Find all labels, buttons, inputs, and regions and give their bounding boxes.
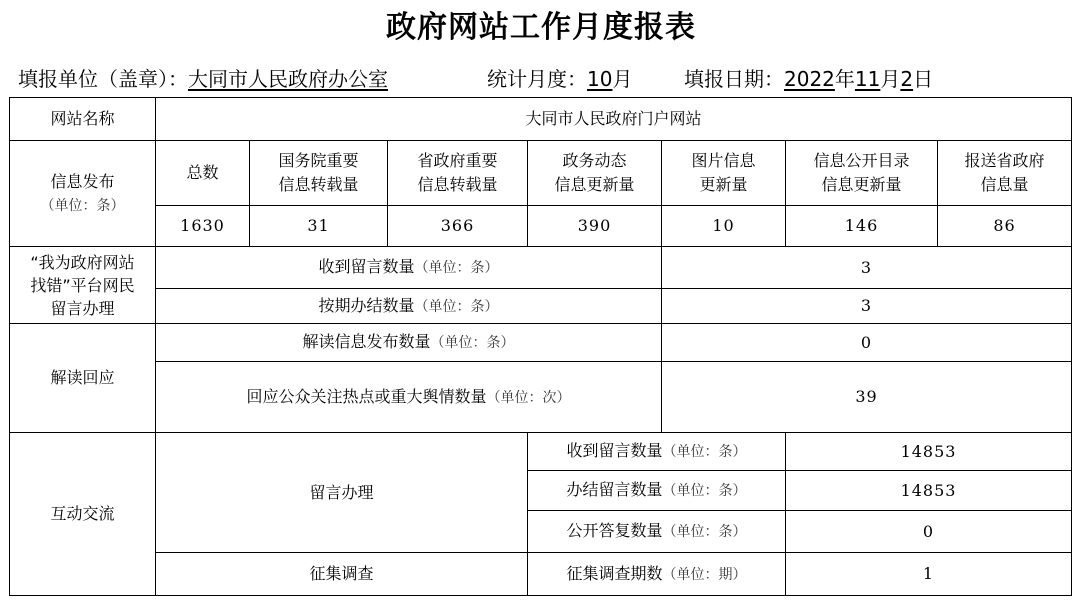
report-meta-line	[0, 62, 1082, 96]
error-report-label: “我为政府网站 找错”平台网民 留言办理	[10, 247, 156, 324]
message-done-value: 14853	[786, 471, 1072, 511]
interpretation-row-2	[10, 362, 1072, 433]
error-report-done-label: 按期办结数量	[318, 295, 415, 315]
survey-periods-value: 1	[786, 553, 1072, 596]
error-report-received-unit: （单位：条）	[414, 260, 499, 276]
message-public-reply-unit: （单位：条）	[662, 524, 747, 540]
message-public-reply-label: 公开答复数量	[566, 521, 663, 540]
info-header-province: 省政府重要 信息转载量	[388, 141, 528, 206]
survey-periods-label-cell	[528, 553, 786, 596]
info-release-values-row	[10, 206, 1072, 247]
info-release-unit: （单位：条）	[40, 197, 125, 214]
report-title: 政府网站工作月度报表	[386, 10, 696, 45]
error-report-received-value: 3	[662, 247, 1072, 289]
info-header-disclosure: 信息公开目录 信息更新量	[786, 141, 938, 206]
fill-unit-value: 大同市人民政府办公室	[188, 67, 388, 91]
fill-date-year: 2022	[784, 67, 835, 91]
site-name-label: 网站名称	[10, 98, 156, 141]
error-report-row-1	[10, 247, 1072, 289]
fill-unit	[18, 62, 388, 96]
info-release-label-cell	[10, 141, 156, 247]
message-public-reply-value: 0	[786, 511, 1072, 553]
info-value-report-province: 86	[938, 206, 1072, 247]
message-received-label-cell	[528, 433, 786, 471]
message-handling-label: 留言办理	[156, 433, 528, 553]
info-header-total: 总数	[156, 141, 250, 206]
info-value-state-council: 31	[250, 206, 388, 247]
interaction-row-1	[10, 433, 1072, 471]
fill-date-label: 填报日期：	[684, 67, 784, 91]
message-received-value: 14853	[786, 433, 1072, 471]
fill-date-day: 2	[900, 67, 914, 91]
info-release-header-row	[10, 141, 1072, 206]
error-report-done-value: 3	[662, 289, 1072, 324]
stat-month-label: 统计月度：	[487, 67, 587, 91]
message-received-unit: （单位：条）	[662, 444, 747, 460]
info-value-images: 10	[662, 206, 786, 247]
interpretation-label: 解读回应	[10, 324, 156, 433]
interpretation-row-1	[10, 324, 1072, 362]
message-done-label-cell	[528, 471, 786, 511]
info-header-images: 图片信息 更新量	[662, 141, 786, 206]
interpretation-response-value: 39	[662, 362, 1072, 433]
stat-month: 统计月度：10月	[487, 67, 633, 91]
info-value-total: 1630	[156, 206, 250, 247]
info-header-gov-news: 政务动态 信息更新量	[528, 141, 662, 206]
error-report-done-unit: （单位：条）	[414, 298, 499, 315]
survey-label: 征集调查	[156, 553, 528, 596]
message-done-label: 办结留言数量	[566, 480, 663, 499]
error-report-received-label: 收到留言数量	[318, 257, 415, 276]
site-row	[10, 98, 1072, 141]
interpretation-response-label-cell	[156, 362, 662, 433]
error-report-row-2	[10, 289, 1072, 324]
interaction-row-4	[10, 553, 1072, 596]
error-report-received-label-cell	[156, 247, 662, 289]
survey-periods-label: 征集调查期数	[566, 563, 663, 583]
error-report-done-label-cell	[156, 289, 662, 324]
message-done-unit: （单位：条）	[662, 483, 747, 499]
interpretation-response-unit: （单位：次）	[486, 389, 571, 406]
message-received-label: 收到留言数量	[566, 441, 663, 460]
interpretation-published-value: 0	[662, 324, 1072, 362]
site-name-value: 大同市人民政府门户网站	[156, 98, 1072, 141]
fill-unit-label: 填报单位（盖章）：	[18, 67, 188, 91]
interpretation-published-label-cell	[156, 324, 662, 362]
info-header-state-council: 国务院重要 信息转载量	[250, 141, 388, 206]
fill-date: 填报日期：2022 年11月2日	[684, 67, 934, 91]
interpretation-published-unit: （单位：条）	[430, 335, 515, 351]
message-public-reply-label-cell	[528, 511, 786, 553]
interpretation-response-label: 回应公众关注热点或重大舆情数量	[246, 386, 487, 406]
stat-month-value: 10	[587, 67, 613, 91]
survey-periods-unit: （单位：期）	[662, 566, 747, 583]
info-value-province: 366	[388, 206, 528, 247]
interpretation-published-label: 解读信息发布数量	[302, 332, 431, 351]
interaction-label: 互动交流	[10, 433, 156, 596]
report-table	[9, 97, 1072, 596]
info-value-disclosure: 146	[786, 206, 938, 247]
info-release-label: 信息发布	[50, 171, 115, 191]
fill-date-month: 11	[854, 67, 881, 91]
info-value-gov-news: 390	[528, 206, 662, 247]
info-header-report-province: 报送省政府 信息量	[938, 141, 1072, 206]
